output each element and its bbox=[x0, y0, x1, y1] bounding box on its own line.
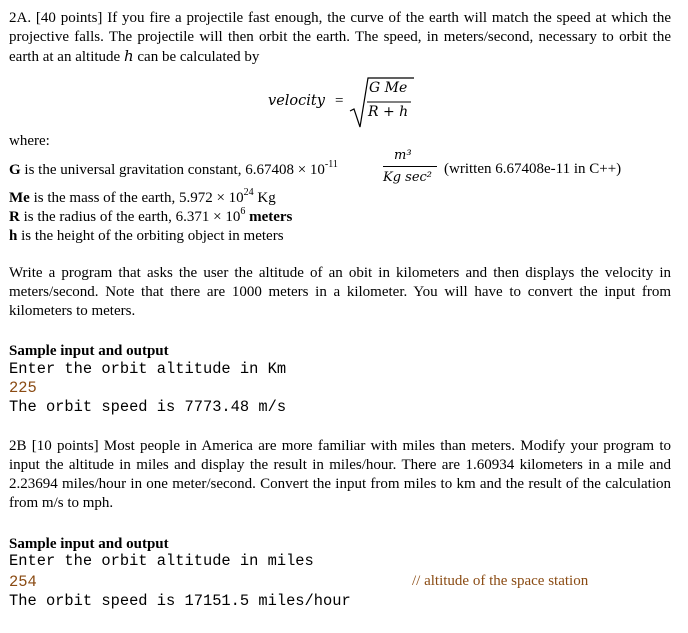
part-a-sample-prompt: Enter the orbit altitude in Km bbox=[9, 360, 287, 378]
g-unit-bar bbox=[383, 166, 437, 167]
def-me-unit: Kg bbox=[253, 190, 276, 206]
def-g-symbol: G bbox=[9, 162, 21, 178]
def-r bbox=[9, 208, 292, 227]
def-r-exp: 6 bbox=[240, 206, 246, 217]
part-b-sample-output: The orbit speed is 17151.5 miles/hour bbox=[9, 592, 351, 610]
intro-var-h: h bbox=[123, 47, 134, 65]
def-g-note: (written 6.67408e-11 in C++) bbox=[444, 161, 622, 177]
formula-denominator: R + h bbox=[368, 104, 409, 120]
def-me bbox=[9, 189, 276, 208]
part-a-sample-input: 225 bbox=[9, 379, 37, 397]
def-g-text: is the universal gravitation constant, 6.67408 × 10 bbox=[20, 162, 325, 178]
part-a-intro-text: If you fire a projectile fast enough, the curve of the earth will match the speed at which the projective falls. The projectile will then orbit the earth. The speed, in meters/second, necessary to orbit the earth at an altitude bbox=[9, 10, 671, 65]
part-b-sample-prompt: Enter the orbit altitude in miles bbox=[9, 552, 314, 570]
def-r-symbol: R bbox=[9, 209, 20, 225]
part-a-intro-suffix: can be calculated by bbox=[137, 49, 260, 65]
part-a-intro bbox=[9, 9, 671, 67]
def-h bbox=[9, 227, 284, 246]
part-a-sample-output: The orbit speed is 7773.48 m/s bbox=[9, 398, 287, 416]
formula-numerator: G Me bbox=[369, 80, 408, 96]
def-r-unit: meters bbox=[245, 209, 293, 225]
part-a-sample-heading: Sample input and output bbox=[9, 343, 169, 359]
def-r-text: is the radius of the earth, 6.371 × 10 bbox=[19, 209, 241, 225]
formula-lhs: velocity bbox=[268, 93, 325, 109]
part-b-text: 2B [10 points] Most people in America are more familiar with miles than meters. Modify your program to input the altitude in miles and display the result in miles/hour. There are 1.60934 kilometers in a mile and 2.23694 miles/hour in one meter/second. Convert the input from miles to km and the result of the calculation from m/s to mph. bbox=[9, 438, 671, 511]
def-me-exp: 24 bbox=[243, 187, 254, 198]
def-g-exp: -11 bbox=[324, 159, 338, 170]
def-me-symbol: Me bbox=[9, 190, 30, 206]
part-a-task: Write a program that asks the user the altitude of an obit in kilometers and then displays the velocity in meters/second. Note that there are 1000 meters in a kilometer. You will have to convert the input from kilometers to meters. bbox=[9, 265, 671, 319]
part-a-prefix: 2A. [40 points] bbox=[9, 10, 108, 26]
where-label: where: bbox=[9, 133, 50, 149]
part-b-sample-input: 254 bbox=[9, 573, 37, 591]
def-h-text: is the height of the orbiting object in meters bbox=[17, 228, 284, 244]
g-unit-denominator: Kg sec² bbox=[383, 170, 433, 185]
part-b-sample-comment: // altitude of the space station bbox=[412, 573, 589, 589]
def-me-text: is the mass of the earth, 5.972 × 10 bbox=[29, 190, 244, 206]
def-h-symbol: h bbox=[9, 228, 18, 244]
g-unit-numerator: m³ bbox=[394, 148, 412, 163]
formula-equals: = bbox=[335, 93, 344, 109]
def-g bbox=[9, 161, 338, 180]
part-b-sample-heading: Sample input and output bbox=[9, 536, 169, 552]
